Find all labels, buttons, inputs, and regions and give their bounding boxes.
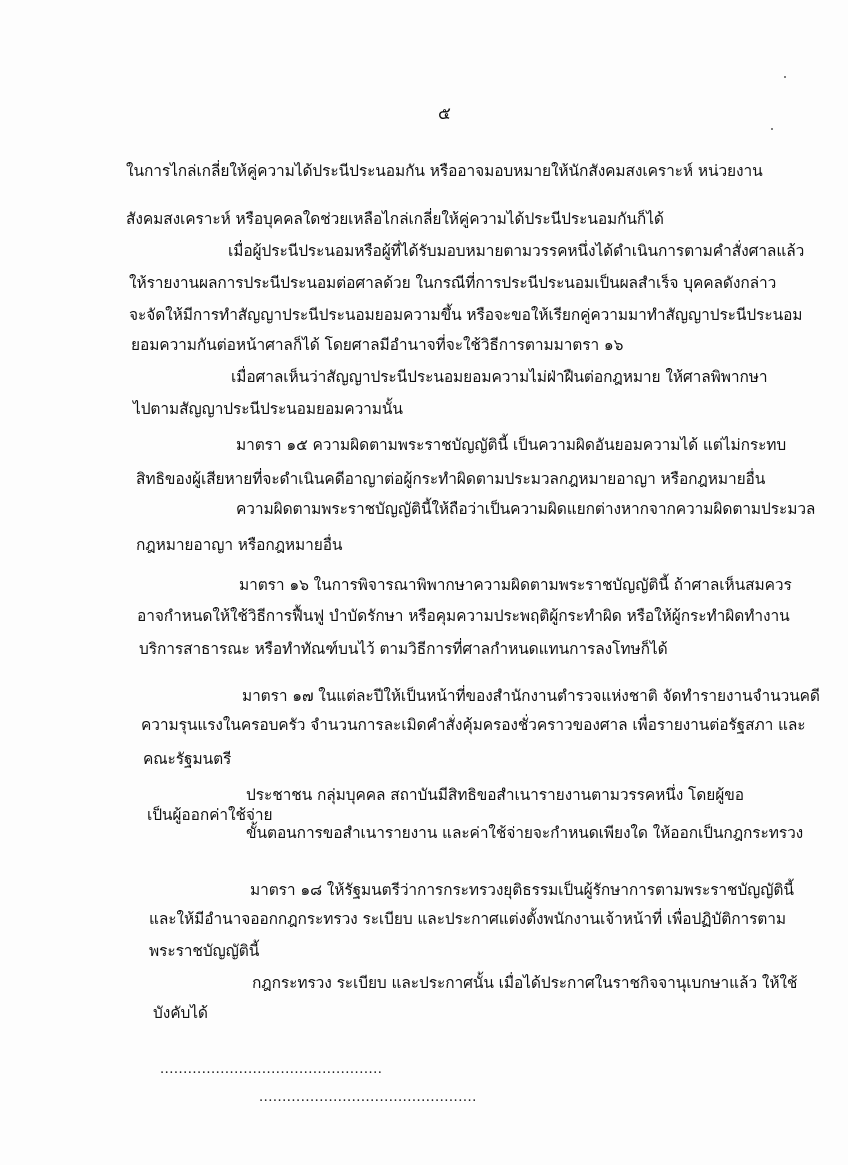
text-line: คณะรัฐมนตรี bbox=[143, 750, 232, 768]
text-line: มาตรา ๑๕ ความผิดตามพระราชบัญญัตินี้ เป็นความผิดอันยอมความได้ แต่ไม่กระทบ bbox=[236, 436, 787, 454]
page-number: ๕ bbox=[438, 104, 451, 124]
text-line: และให้มีอำนาจออกกฎกระทรวง ระเบียบ และประกาศแต่งตั้งพนักงานเจ้าหน้าที่ เพื่อปฏิบัติการตาม bbox=[149, 910, 786, 928]
text-line: เมื่อผู้ประนีประนอมหรือผู้ที่ได้รับมอบหมายตามวรรคหนึ่งได้ดำเนินการตามคำสั่งศาลแล้ว bbox=[228, 242, 805, 260]
text-line: บังคับได้ bbox=[153, 1004, 208, 1022]
scan-speck bbox=[771, 128, 773, 130]
text-line: ยอมความกันต่อหน้าศาลก็ได้ โดยศาลมีอำนาจที่จะใช้วิธีการตามมาตรา ๑๖ bbox=[131, 336, 624, 354]
scan-speck bbox=[784, 76, 786, 78]
text-line: อาจกำหนดให้ใช้วิธีการฟื้นฟู บำบัดรักษา หรือคุมความประพฤติผู้กระทำผิด หรือให้ผู้กระทำผิดทำงาน bbox=[137, 607, 790, 625]
text-line: ไปตามสัญญาประนีประนอมยอมความนั้น bbox=[133, 400, 403, 418]
text-line: ในการไกล่เกลี่ยให้คู่ความได้ประนีประนอมกัน หรืออาจมอบหมายให้นักสังคมสงเคราะห์ หน่วยงาน bbox=[126, 162, 763, 180]
dotted-line: ................................................ bbox=[160, 1062, 383, 1077]
text-line: พระราชบัญญัตินี้ bbox=[149, 942, 260, 960]
text-line: กฎกระทรวง ระเบียบ และประกาศนั้น เมื่อได้ประกาศในราชกิจจานุเบกษาแล้ว ให้ใช้ bbox=[252, 974, 798, 992]
text-line: เป็นผู้ออกค่าใช้จ่าย bbox=[147, 806, 273, 824]
text-line: ความรุนแรงในครอบครัว จำนวนการละเมิดคำสั่งคุ้มครองชั่วคราวของศาล เพื่อรายงานต่อรัฐสภา และ bbox=[141, 716, 806, 734]
text-line: บริการสาธารณะ หรือทำทัณฑ์บนไว้ ตามวิธีการที่ศาลกำหนดแทนการลงโทษก็ได้ bbox=[139, 640, 668, 658]
text-line: มาตรา ๑๗ ในแต่ละปีให้เป็นหน้าที่ของสำนักงานตำรวจแห่งชาติ จัดทำรายงานจำนวนคดี bbox=[242, 687, 820, 705]
text-line: ขั้นตอนการขอสำเนารายงาน และค่าใช้จ่ายจะกำหนดเพียงใด ให้ออกเป็นกฎกระทรวง bbox=[246, 824, 804, 842]
text-line: สิทธิของผู้เสียหายที่จะดำเนินคดีอาญาต่อผู้กระทำผิดตามประมวลกฎหมายอาญา หรือกฎหมายอื่น bbox=[136, 470, 766, 488]
text-line: เมื่อศาลเห็นว่าสัญญาประนีประนอมยอมความไม่ฝ่าฝืนต่อกฎหมาย ให้ศาลพิพากษา bbox=[231, 368, 768, 386]
text-line: ให้รายงานผลการประนีประนอมต่อศาลด้วย ในกรณีที่การประนีประนอมเป็นผลสำเร็จ บุคคลดังกล่าว bbox=[129, 274, 777, 292]
text-line: กฎหมายอาญา หรือกฎหมายอื่น bbox=[136, 536, 343, 554]
text-line: มาตรา ๑๖ ในการพิจารณาพิพากษาความผิดตามพระราชบัญญัตินี้ ถ้าศาลเห็นสมควร bbox=[239, 576, 792, 594]
text-line: จะจัดให้มีการทำสัญญาประนีประนอมยอมความขึ้น หรือจะขอให้เรียกคู่ความมาทำสัญญาประนีประนอม bbox=[129, 306, 803, 324]
dotted-line: ............................................... bbox=[259, 1090, 477, 1105]
text-line: ประชาชน กลุ่มบุคคล สถาบันมีสิทธิขอสำเนารายงานตามวรรคหนึ่ง โดยผู้ขอ bbox=[246, 786, 744, 804]
text-line: สังคมสงเคราะห์ หรือบุคคลใดช่วยเหลือไกล่เกลี่ยให้คู่ความได้ประนีประนอมกันก็ได้ bbox=[126, 210, 664, 228]
text-line: มาตรา ๑๘ ให้รัฐมนตรีว่าการกระทรวงยุติธรรมเป็นผู้รักษาการตามพระราชบัญญัตินี้ bbox=[250, 881, 794, 899]
text-line: ความผิดตามพระราชบัญญัตินี้ให้ถือว่าเป็นความผิดแยกต่างหากจากความผิดตามประมวล bbox=[236, 500, 816, 518]
